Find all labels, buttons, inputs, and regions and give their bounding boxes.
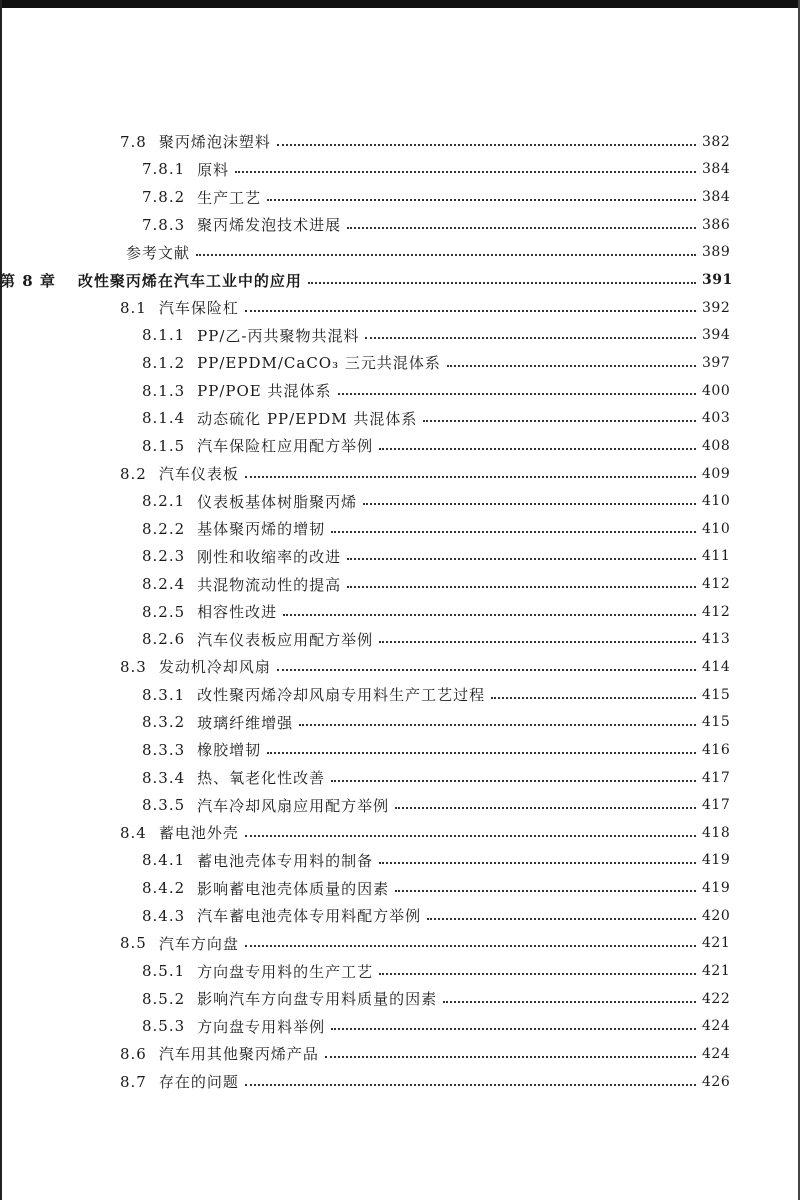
toc-entry-number: 8.3.1 (142, 685, 186, 704)
toc-entry-page-number: 420 (702, 907, 731, 924)
toc-entry-title: 刚性和收缩率的改进 (197, 547, 342, 566)
dot-leader (331, 1028, 696, 1030)
toc-entry-number: 7.8.1 (142, 160, 186, 179)
toc-entry-page-number: 418 (702, 824, 731, 841)
toc-entry-title: 汽车用其他聚丙烯产品 (158, 1045, 319, 1064)
toc-entry (0, 819, 800, 847)
toc-entry-title: 汽车冷却风扇应用配方举例 (197, 796, 390, 815)
toc-entry-number: 8.4.2 (142, 879, 186, 898)
toc-entry (0, 543, 800, 571)
toc-entry-page-number: 384 (702, 161, 731, 178)
dot-leader (267, 752, 696, 754)
toc-entry (0, 377, 800, 405)
dot-leader (267, 199, 696, 201)
toc-entry-page-number: 421 (702, 963, 731, 980)
toc-entry-page-number: 394 (702, 327, 731, 344)
dot-leader (347, 586, 696, 588)
toc-entry-page-number: 419 (702, 880, 731, 897)
toc-entry-title: 基体聚丙烯的增韧 (197, 520, 326, 539)
toc-entry-number: 7.8.3 (142, 215, 186, 234)
toc-entry-title: 相容性改进 (197, 603, 278, 622)
toc-entry-title: 共混物流动性的提高 (197, 575, 342, 594)
toc-entry-page-number: 409 (702, 465, 731, 482)
toc-entry-title: 玻璃纤维增强 (197, 713, 294, 732)
toc-entry (0, 460, 800, 488)
toc-entry-title: 存在的问题 (158, 1073, 239, 1092)
toc-entry-page-number: 413 (702, 631, 731, 648)
toc-entry-page-number: 417 (702, 769, 731, 786)
toc-entry-title: 仪表板基体树脂聚丙烯 (197, 492, 358, 511)
dot-leader (245, 476, 696, 478)
toc-entry-number: 8.5.2 (142, 989, 186, 1008)
page-top-border (0, 0, 800, 8)
toc-entry-page-number: 417 (702, 797, 731, 814)
toc-entry-page-number: 410 (702, 493, 731, 510)
toc-entry-page-number: 382 (702, 133, 731, 150)
dot-leader (235, 171, 696, 173)
toc-entry-title: 改性聚丙烯在汽车工业中的应用 (77, 271, 302, 290)
toc-entry-title: 聚丙烯发泡技术进展 (197, 216, 342, 235)
toc-entry-title: 汽车保险杠 (158, 299, 239, 318)
toc-entry-number: 8.4 (120, 823, 147, 842)
dot-leader (379, 862, 696, 864)
toc-entry-number: 8.3.5 (142, 796, 186, 815)
dot-leader (325, 1056, 696, 1058)
toc-entry-title: 动态硫化 PP/EPDM 共混体系 (197, 409, 418, 428)
dot-leader (299, 724, 696, 726)
dot-leader (363, 503, 696, 505)
dot-leader (245, 945, 696, 947)
toc-entry-title: 方向盘专用料举例 (197, 1017, 326, 1036)
toc-entry (0, 487, 800, 515)
dot-leader (347, 558, 696, 560)
toc-entry-number: 8.2.5 (142, 602, 186, 621)
dot-leader (379, 641, 696, 643)
toc-entry-number: 8.4.3 (142, 906, 186, 925)
dot-leader (347, 227, 696, 229)
toc-entry (0, 128, 800, 156)
toc-entry-title: 汽车仪表板应用配方举例 (197, 630, 374, 649)
table-of-contents (0, 128, 800, 1095)
toc-entry (0, 708, 800, 736)
toc-entry-title: 热、氧老化性改善 (197, 769, 326, 788)
toc-entry-page-number: 384 (702, 189, 731, 206)
toc-entry-page-number: 397 (702, 354, 731, 371)
toc-entry-number: 8.2.3 (142, 547, 186, 566)
toc-entry-number: 8.5.3 (142, 1017, 186, 1036)
toc-entry-number: 第 8 章 (0, 271, 56, 290)
dot-leader (283, 614, 696, 616)
toc-entry (0, 957, 800, 985)
dot-leader (308, 282, 696, 284)
dot-leader (491, 697, 696, 699)
toc-entry-page-number: 408 (702, 437, 731, 454)
toc-entry-title: 橡胶增韧 (197, 741, 262, 760)
dot-leader (443, 1001, 696, 1003)
toc-entry-title: PP/POE 共混体系 (197, 382, 332, 401)
dot-leader (423, 420, 696, 422)
dot-leader (331, 780, 696, 782)
toc-entry (0, 1013, 800, 1041)
toc-entry-title: 蓄电池外壳 (158, 824, 239, 843)
toc-entry-number: 8.1.1 (142, 326, 186, 345)
dot-leader (196, 254, 696, 256)
dot-leader (277, 144, 696, 146)
toc-entry-page-number: 412 (702, 576, 731, 593)
toc-entry (0, 626, 800, 654)
toc-entry-number: 8.1.2 (142, 353, 186, 372)
dot-leader (245, 310, 696, 312)
toc-entry-number: 8.2 (120, 464, 147, 483)
toc-entry-page-number: 419 (702, 852, 731, 869)
toc-entry-title: 发动机冷却风扇 (158, 658, 271, 677)
toc-entry-number: 8.5.1 (142, 962, 186, 981)
toc-entry (0, 764, 800, 792)
toc-entry-page-number: 414 (702, 658, 731, 675)
toc-entry (0, 985, 800, 1013)
toc-entry-title: 汽车保险杠应用配方举例 (197, 437, 374, 456)
toc-entry (0, 183, 800, 211)
dot-leader (379, 448, 696, 450)
toc-entry-page-number: 403 (702, 410, 731, 427)
toc-references-entry (0, 239, 800, 267)
dot-leader (427, 918, 696, 920)
toc-entry-title: 影响汽车方向盘专用料质量的因素 (197, 990, 438, 1009)
toc-entry-number: 8.2.4 (142, 575, 186, 594)
toc-entry-title: 蓄电池壳体专用料的制备 (197, 851, 374, 870)
toc-entry-title: 参考文献 (126, 243, 191, 262)
toc-entry-number: 7.8 (120, 132, 147, 151)
dot-leader (338, 393, 696, 395)
toc-entry (0, 736, 800, 764)
toc-entry (0, 321, 800, 349)
toc-entry (0, 598, 800, 626)
toc-entry (0, 432, 800, 460)
toc-entry (0, 847, 800, 875)
toc-entry-number: 8.1.3 (142, 381, 186, 400)
toc-entry-title: 汽车方向盘 (158, 934, 239, 953)
dot-leader (379, 973, 696, 975)
toc-entry-number: 8.6 (120, 1044, 147, 1063)
toc-entry-title: PP/乙-丙共聚物共混料 (197, 326, 360, 345)
toc-entry-title: 汽车仪表板 (158, 465, 239, 483)
toc-entry (0, 653, 800, 681)
toc-entry (0, 1040, 800, 1068)
toc-entry-number: 8.3 (120, 657, 147, 676)
dot-leader (245, 1084, 696, 1086)
toc-entry (0, 156, 800, 184)
dot-leader (331, 531, 696, 533)
toc-entry (0, 681, 800, 709)
toc-entry-page-number: 410 (702, 520, 731, 537)
toc-entry-page-number: 389 (702, 244, 731, 261)
toc-entry (0, 902, 800, 930)
dot-leader (245, 835, 696, 837)
toc-entry-title: 聚丙烯泡沫塑料 (158, 133, 271, 152)
toc-entry-title: 原料 (197, 160, 230, 179)
toc-entry-page-number: 426 (702, 1073, 731, 1090)
toc-entry-title: 生产工艺 (197, 188, 262, 207)
toc-entry (0, 404, 800, 432)
toc-entry-title: 影响蓄电池壳体质量的因素 (197, 879, 390, 898)
toc-entry-number: 8.1.4 (142, 409, 186, 428)
toc-entry-number: 8.2.1 (142, 492, 186, 511)
toc-entry-number: 8.2.6 (142, 630, 186, 649)
toc-entry-number: 8.1.5 (142, 436, 186, 455)
toc-entry (0, 349, 800, 377)
toc-entry-number: 8.5 (120, 934, 147, 953)
toc-entry-number: 8.4.1 (142, 851, 186, 870)
toc-entry-page-number: 422 (702, 990, 731, 1007)
toc-entry-page-number: 411 (702, 548, 731, 565)
toc-entry-number: 7.8.2 (142, 188, 186, 207)
toc-entry-number: 8.3.3 (142, 740, 186, 759)
toc-entry (0, 930, 800, 958)
dot-leader (395, 807, 696, 809)
toc-entry-number: 8.3.4 (142, 768, 186, 787)
toc-entry (0, 570, 800, 598)
toc-entry-page-number: 416 (702, 741, 731, 758)
toc-entry-title: 汽车蓄电池壳体专用料配方举例 (197, 907, 422, 926)
toc-entry (0, 1068, 800, 1096)
toc-entry-number: 8.7 (120, 1072, 147, 1091)
dot-leader (365, 337, 696, 339)
toc-entry (0, 791, 800, 819)
toc-entry-page-number: 391 (702, 272, 733, 289)
toc-entry-page-number: 415 (702, 714, 731, 731)
toc-entry-title: PP/EPDM/CaCO₃ 三元共混体系 (197, 354, 441, 373)
toc-entry-number: 8.1 (120, 298, 147, 317)
toc-entry-page-number: 424 (702, 1018, 731, 1035)
toc-entry-page-number: 415 (702, 686, 731, 703)
toc-chapter-entry (0, 266, 800, 294)
toc-entry (0, 874, 800, 902)
toc-entry (0, 515, 800, 543)
toc-entry-title: 方向盘专用料的生产工艺 (197, 962, 374, 981)
toc-entry-number: 8.3.2 (142, 713, 186, 732)
toc-entry-page-number: 392 (702, 299, 731, 316)
dot-leader (395, 890, 696, 892)
dot-leader (277, 669, 696, 671)
toc-entry-page-number: 421 (702, 935, 731, 952)
toc-entry (0, 211, 800, 239)
toc-entry-number: 8.2.2 (142, 519, 186, 538)
toc-entry (0, 294, 800, 322)
dot-leader (447, 365, 696, 367)
toc-entry-page-number: 386 (702, 216, 731, 233)
toc-entry-title: 改性聚丙烯冷却风扇专用料生产工艺过程 (197, 686, 486, 705)
toc-entry-page-number: 400 (702, 382, 731, 399)
toc-entry-page-number: 412 (702, 603, 731, 620)
toc-entry-page-number: 424 (702, 1045, 731, 1062)
